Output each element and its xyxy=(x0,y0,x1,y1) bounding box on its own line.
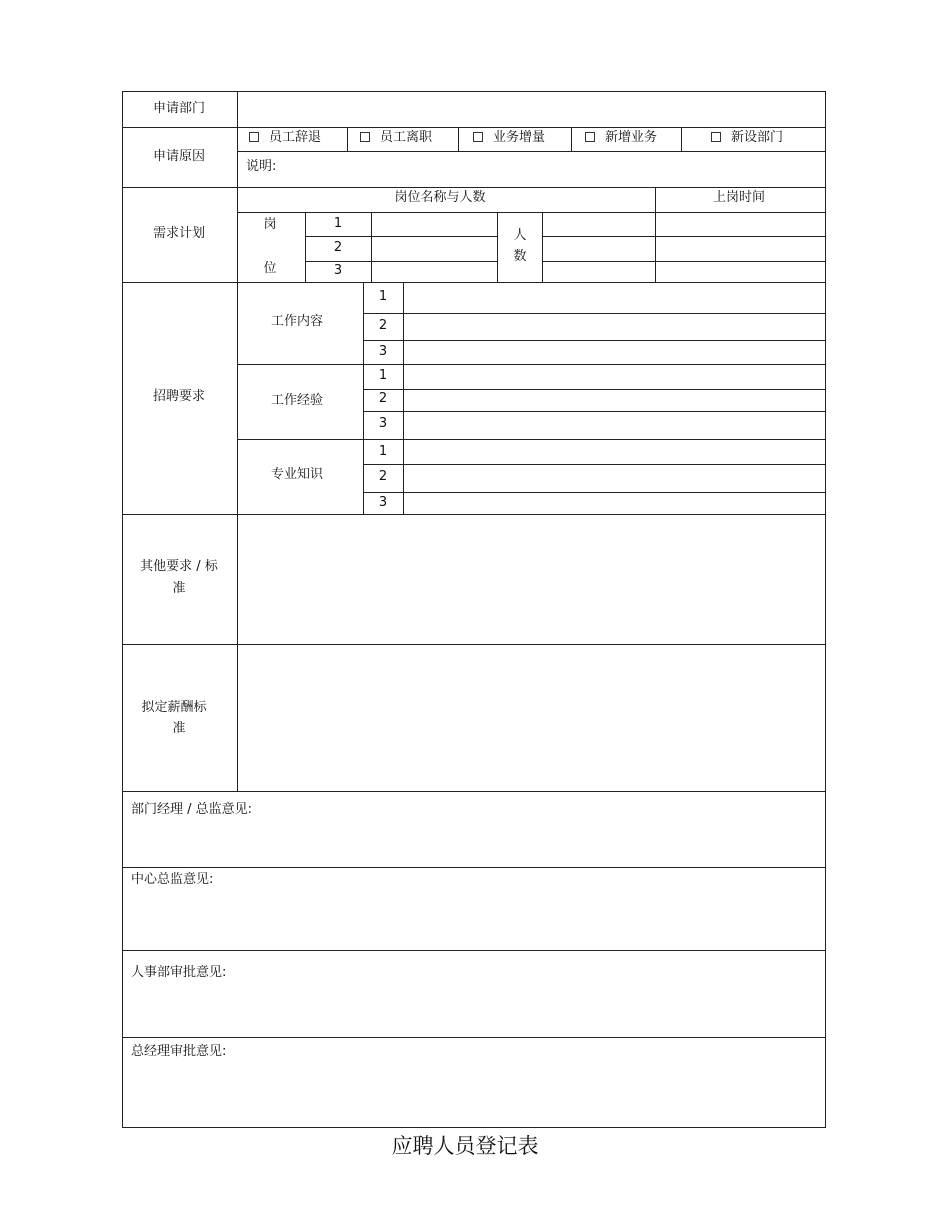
reason-option-1[interactable]: 员工辞退 xyxy=(249,130,321,146)
checkbox-icon[interactable] xyxy=(249,132,259,142)
headcount-left-divider xyxy=(497,212,498,282)
reason-option-2[interactable]: 员工离职 xyxy=(360,130,432,146)
reason-divider-4 xyxy=(681,127,682,151)
reason-divider-3 xyxy=(571,127,572,151)
post-number-1: 1 xyxy=(333,216,343,231)
plan-time-divider xyxy=(655,187,656,282)
headcount-right-divider xyxy=(542,212,543,282)
plan-label: 需求计划 xyxy=(152,226,206,241)
reason-label: 申请原因 xyxy=(152,149,206,164)
other-label-line1: 其他要求 / 标 xyxy=(140,559,218,574)
checkbox-icon[interactable] xyxy=(585,132,595,142)
checkbox-icon[interactable] xyxy=(711,132,721,142)
other-label-line2: 准 xyxy=(172,581,186,596)
work-content-label: 工作内容 xyxy=(270,314,324,329)
post-row-line-2 xyxy=(305,261,498,262)
row-line-plan xyxy=(122,187,826,188)
row-line-recruit xyxy=(122,282,826,283)
row-line-salary xyxy=(122,644,826,645)
row-line-gm-opinion xyxy=(122,1037,826,1038)
post-number-2: 2 xyxy=(333,240,343,255)
content-number-2: 2 xyxy=(378,318,388,333)
row-line-other xyxy=(122,514,826,515)
reason-subrow-line xyxy=(237,151,826,152)
experience-number-3: 3 xyxy=(378,416,388,431)
content-number-3: 3 xyxy=(378,344,388,359)
row-line-hr-opinion xyxy=(122,950,826,951)
knowledge-row-line-1 xyxy=(363,464,826,465)
recruit-number-divider xyxy=(403,282,404,514)
border-left xyxy=(122,91,123,1128)
document-title: 应聘人员登记表 xyxy=(391,1134,539,1158)
reason-option-4[interactable]: 新增业务 xyxy=(585,130,657,146)
post-char-2: 位 xyxy=(263,261,277,276)
recruit-group-line-1 xyxy=(237,364,826,365)
salary-label-line1: 拟定薪酬标 xyxy=(141,700,207,715)
headcount-row-line-1 xyxy=(542,236,826,237)
center-director-opinion-label: 中心总监意见: xyxy=(131,872,214,887)
content-number-1: 1 xyxy=(378,289,388,304)
reason-divider-1 xyxy=(347,127,348,151)
experience-row-line-2 xyxy=(363,411,826,412)
label-column-divider xyxy=(237,91,238,791)
plan-header-time: 上岗时间 xyxy=(712,190,766,205)
checkbox-icon[interactable] xyxy=(360,132,370,142)
experience-number-2: 2 xyxy=(378,391,388,406)
reason-option-3[interactable]: 业务增量 xyxy=(473,130,545,146)
knowledge-number-1: 1 xyxy=(378,444,388,459)
plan-header-positions: 岗位名称与人数 xyxy=(394,190,486,205)
post-char-1: 岗 xyxy=(263,217,277,232)
explanation-label: 说明: xyxy=(246,159,277,174)
plan-header-line xyxy=(237,212,826,213)
gm-opinion-label: 总经理审批意见: xyxy=(131,1044,227,1059)
hr-opinion-label: 人事部审批意见: xyxy=(131,965,227,980)
reason-option-5[interactable]: 新设部门 xyxy=(711,130,783,146)
content-row-line-1 xyxy=(363,313,826,314)
experience-number-1: 1 xyxy=(378,368,388,383)
reason-divider-2 xyxy=(458,127,459,151)
post-number-divider xyxy=(371,212,372,282)
headcount-char-2: 数 xyxy=(513,249,527,264)
recruitment-request-form xyxy=(122,91,826,1128)
post-row-line-1 xyxy=(305,236,498,237)
row-line-dept-opinion xyxy=(122,791,826,792)
work-experience-label: 工作经验 xyxy=(270,393,324,408)
experience-row-line-1 xyxy=(363,389,826,390)
department-label: 申请部门 xyxy=(152,101,206,116)
knowledge-row-line-2 xyxy=(363,492,826,493)
knowledge-number-2: 2 xyxy=(378,469,388,484)
dept-manager-opinion-label: 部门经理 / 总监意见: xyxy=(131,802,253,817)
content-row-line-2 xyxy=(363,340,826,341)
row-line-center-opinion xyxy=(122,867,826,868)
border-bottom xyxy=(122,1127,826,1128)
headcount-row-line-2 xyxy=(542,261,826,262)
salary-label-line2: 准 xyxy=(172,721,186,736)
recruit-group-line-2 xyxy=(237,439,826,440)
checkbox-icon[interactable] xyxy=(473,132,483,142)
knowledge-number-3: 3 xyxy=(378,495,388,510)
border-top xyxy=(122,91,826,92)
border-right xyxy=(825,91,826,1128)
headcount-char-1: 人 xyxy=(513,228,527,243)
post-char-divider xyxy=(305,212,306,282)
recruit-category-divider xyxy=(363,282,364,514)
post-number-3: 3 xyxy=(333,263,343,278)
knowledge-label: 专业知识 xyxy=(270,467,324,482)
recruit-label: 招聘要求 xyxy=(152,389,206,404)
row-line-reason xyxy=(122,127,826,128)
